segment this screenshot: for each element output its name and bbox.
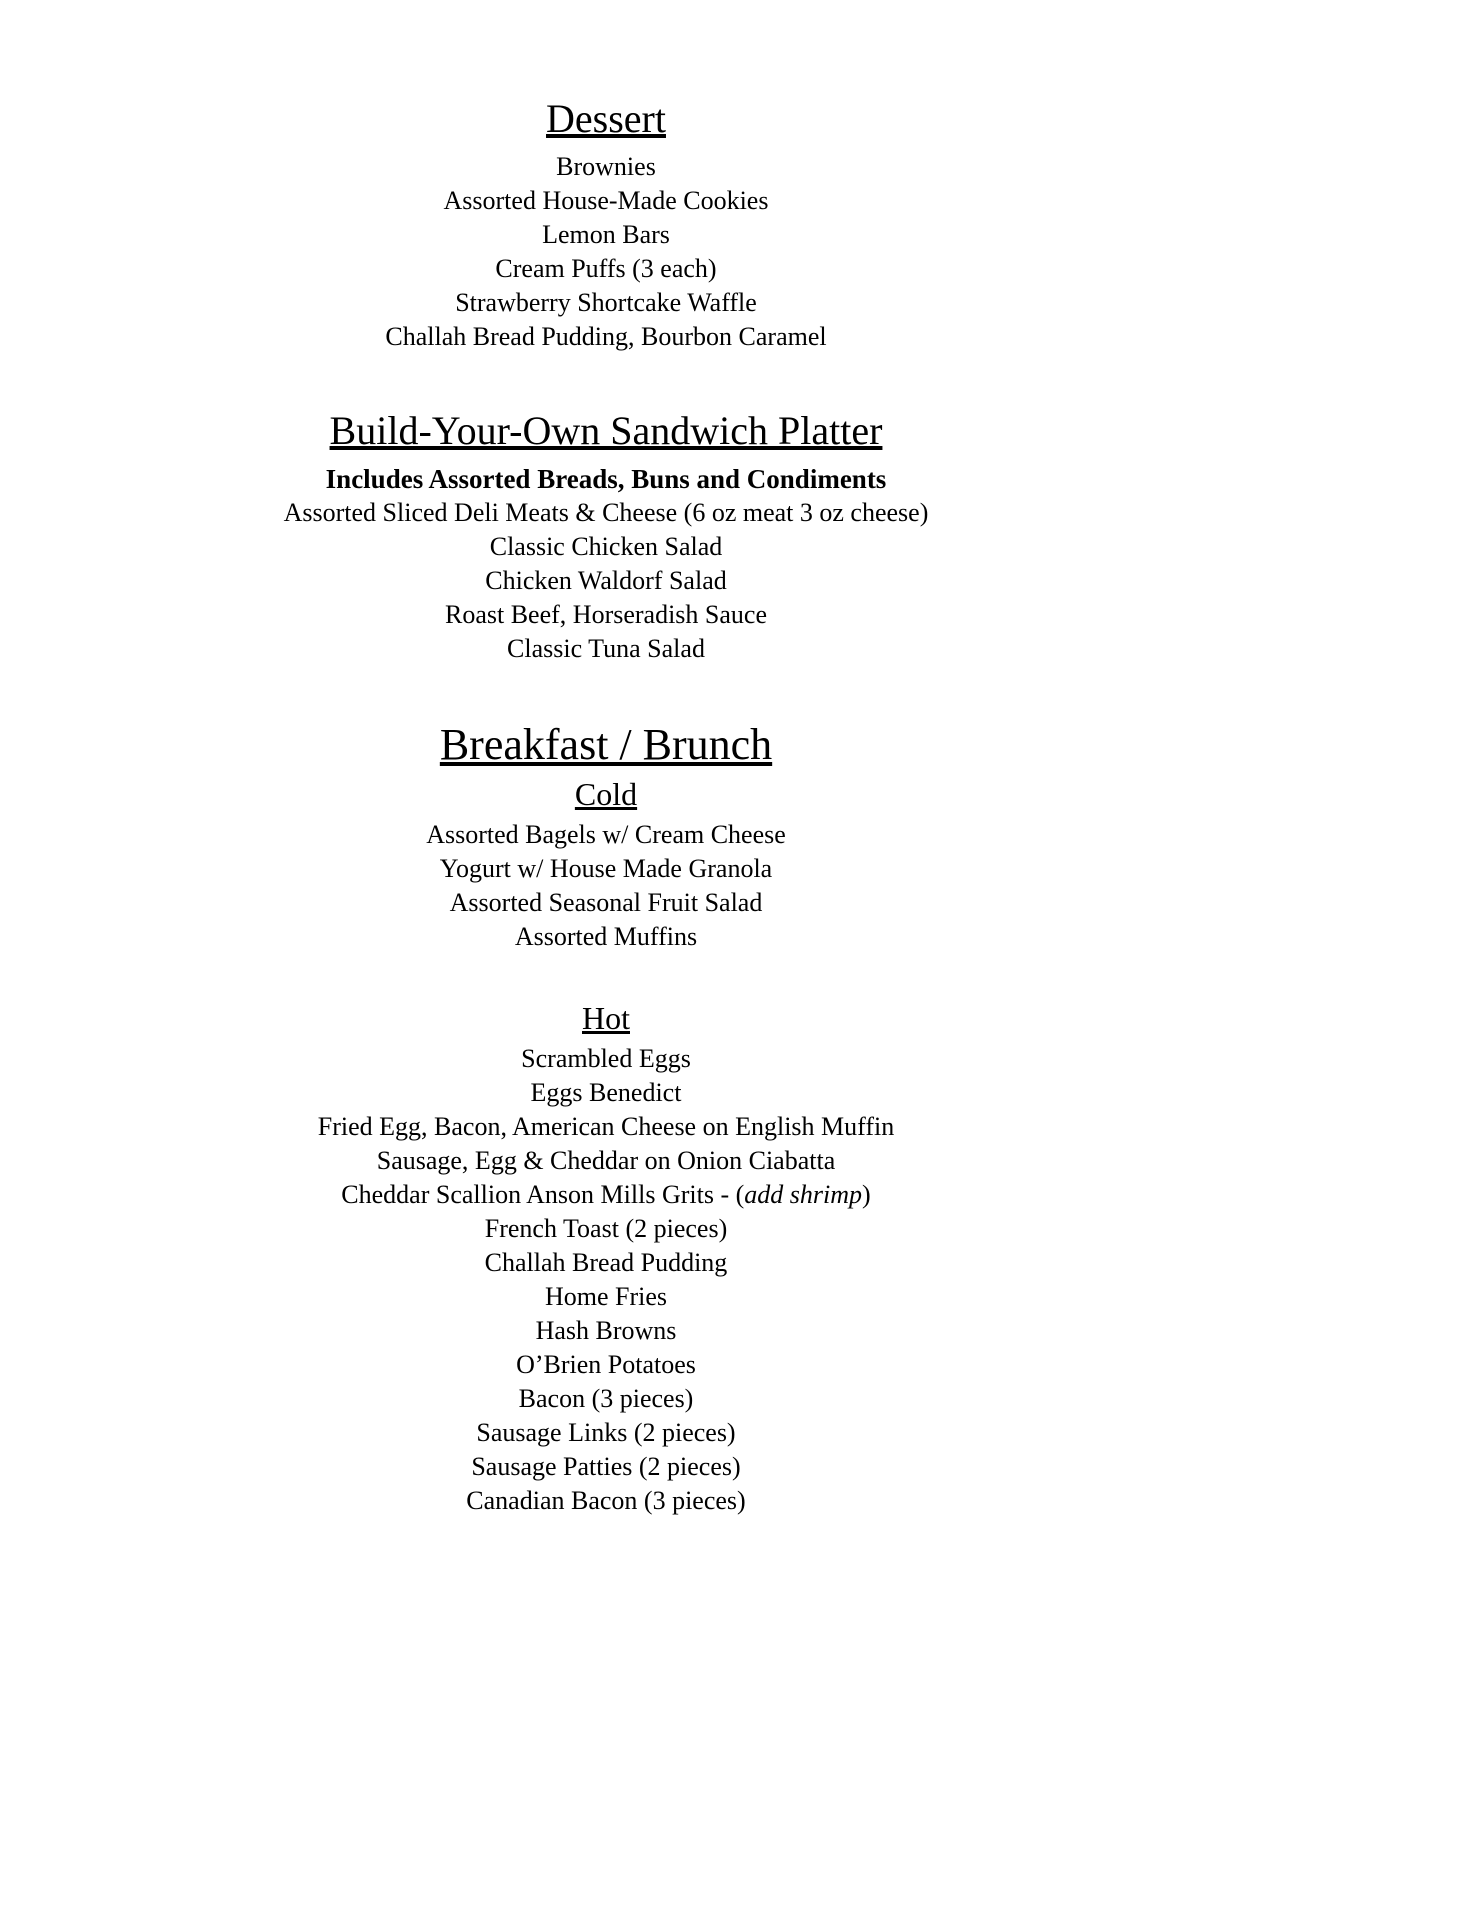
menu-item: Cream Puffs (3 each) [495, 254, 717, 283]
menu-item: Hash Browns [535, 1316, 677, 1345]
menu-item: Assorted Seasonal Fruit Salad [449, 888, 763, 917]
menu-item-grits [0, 1178, 1212, 1212]
menu-item: Assorted Muffins [514, 922, 698, 951]
section-subtitle-sandwich-platter: Includes Assorted Breads, Buns and Condiments [325, 464, 887, 494]
menu-item: Assorted House-Made Cookies [443, 186, 769, 215]
grits-suffix: ) [862, 1180, 871, 1209]
grits-italic-note: add shrimp [744, 1180, 863, 1209]
menu-item: Chicken Waldorf Salad [485, 566, 727, 595]
section-sandwich-platter [0, 408, 1212, 666]
menu-item: Assorted Sliced Deli Meats & Cheese (6 oz meat 3 oz cheese) [283, 498, 929, 527]
menu-item: Bacon (3 pieces) [518, 1384, 694, 1413]
menu-item: Sausage Patties (2 pieces) [471, 1452, 741, 1481]
menu-item: Challah Bread Pudding [484, 1248, 728, 1277]
menu-item: Yogurt w/ House Made Granola [439, 854, 773, 883]
section-heading-dessert: Dessert [546, 96, 666, 141]
section-heading-breakfast-brunch: Breakfast / Brunch [439, 720, 773, 769]
menu-item: Home Fries [544, 1282, 668, 1311]
menu-item: Sausage, Egg & Cheddar on Onion Ciabatta [376, 1146, 836, 1175]
menu-item: Canadian Bacon (3 pieces) [466, 1486, 746, 1515]
menu-item: Classic Chicken Salad [489, 532, 723, 561]
section-heading-sandwich-platter: Build-Your-Own Sandwich Platter [329, 408, 883, 453]
menu-item: Sausage Links (2 pieces) [476, 1418, 736, 1447]
grits-prefix: Cheddar Scallion Anson Mills Grits - ( [341, 1180, 745, 1209]
menu-item: Roast Beef, Horseradish Sauce [444, 600, 768, 629]
menu-item: Classic Tuna Salad [507, 634, 705, 663]
menu-item: Fried Egg, Bacon, American Cheese on English Muffin [317, 1112, 895, 1141]
section-dessert [0, 96, 1212, 354]
menu-item: Assorted Bagels w/ Cream Cheese [426, 820, 786, 849]
menu-item: Eggs Benedict [530, 1078, 682, 1107]
menu-item: Strawberry Shortcake Waffle [455, 288, 757, 317]
subsection-cold [0, 774, 1212, 954]
section-breakfast-brunch [0, 720, 1212, 1518]
subsection-heading-hot: Hot [582, 1000, 630, 1036]
menu-item: Scrambled Eggs [521, 1044, 691, 1073]
menu-item: Challah Bread Pudding, Bourbon Caramel [385, 322, 827, 351]
menu-item: O’Brien Potatoes [516, 1350, 696, 1379]
subsection-hot [0, 998, 1212, 1518]
menu-item: Brownies [556, 152, 656, 181]
menu-item: Lemon Bars [542, 220, 670, 249]
menu-item: French Toast (2 pieces) [484, 1214, 728, 1243]
subsection-heading-cold: Cold [574, 776, 638, 812]
